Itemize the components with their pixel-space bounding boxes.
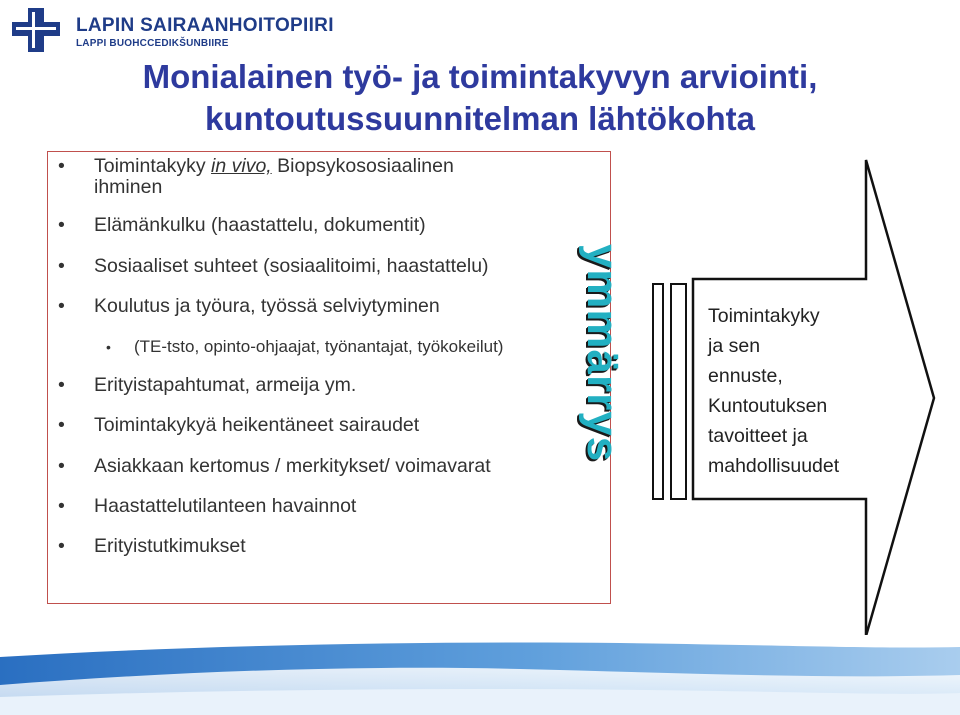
list-item: • Asiakkaan kertomus / merkitykset/ voimavarat xyxy=(58,455,491,477)
list-item-continuation: ihminen xyxy=(94,176,163,198)
list-item: • Toimintakyky in vivo, Biopsykososiaalinen xyxy=(58,155,454,177)
bullet-dot-icon: • xyxy=(58,155,65,177)
list-item: • Elämänkulku (haastattelu, dokumentit) xyxy=(58,214,426,236)
result-line-4: Kuntoutuksen xyxy=(708,395,828,417)
list-item: • Sosiaaliset suhteet (sosiaalitoimi, haastattelu) xyxy=(58,255,489,277)
sub-list-item: • (TE-tsto, opinto-ohjaajat, työnantajat, työkokeilut) xyxy=(134,335,503,358)
title-line-2: kuntoutussuunnitelman lähtökohta xyxy=(205,100,755,137)
organization-subname: LAPPI BUOHCCEDIKŠUNBIIRE xyxy=(76,38,229,49)
list-item: • Toimintakykyä heikentäneet sairaudet xyxy=(58,414,420,436)
bullet-dot-icon: • xyxy=(58,214,65,236)
list-item: • Erityistutkimukset xyxy=(58,535,246,557)
result-line-2: ja sen xyxy=(708,335,761,357)
bullet-dot-icon: • xyxy=(58,455,65,477)
result-line-1: Toimintakyky xyxy=(708,305,820,327)
footer-decoration xyxy=(0,635,960,715)
bullet-dot-icon: • xyxy=(58,414,65,436)
list-item: • Koulutus ja työura, työssä selviytyminen xyxy=(58,295,440,317)
result-line-6: mahdollisuudet xyxy=(708,455,840,477)
result-line-5: tavoitteet ja xyxy=(708,425,808,447)
bullet-dot-icon: • xyxy=(106,339,111,355)
bullet-dot-icon: • xyxy=(58,495,65,517)
result-line-3: ennuste, xyxy=(708,365,783,387)
bullet-dot-icon: • xyxy=(58,374,65,396)
bullet-dot-icon: • xyxy=(58,535,65,557)
title-line-1: Monialainen työ- ja toimintakyvyn arviointi, xyxy=(142,58,818,95)
bullet-dot-icon: • xyxy=(58,255,65,277)
list-item: • Erityistapahtumat, armeija ym. xyxy=(58,374,357,396)
vertical-word-text: ymmärrys xyxy=(578,243,627,463)
list-item: • Haastattelutilanteen havainnot xyxy=(58,495,357,517)
organization-name: LAPIN SAIRAANHOITOPIIRI xyxy=(76,15,334,36)
bullet-dot-icon: • xyxy=(58,295,65,317)
